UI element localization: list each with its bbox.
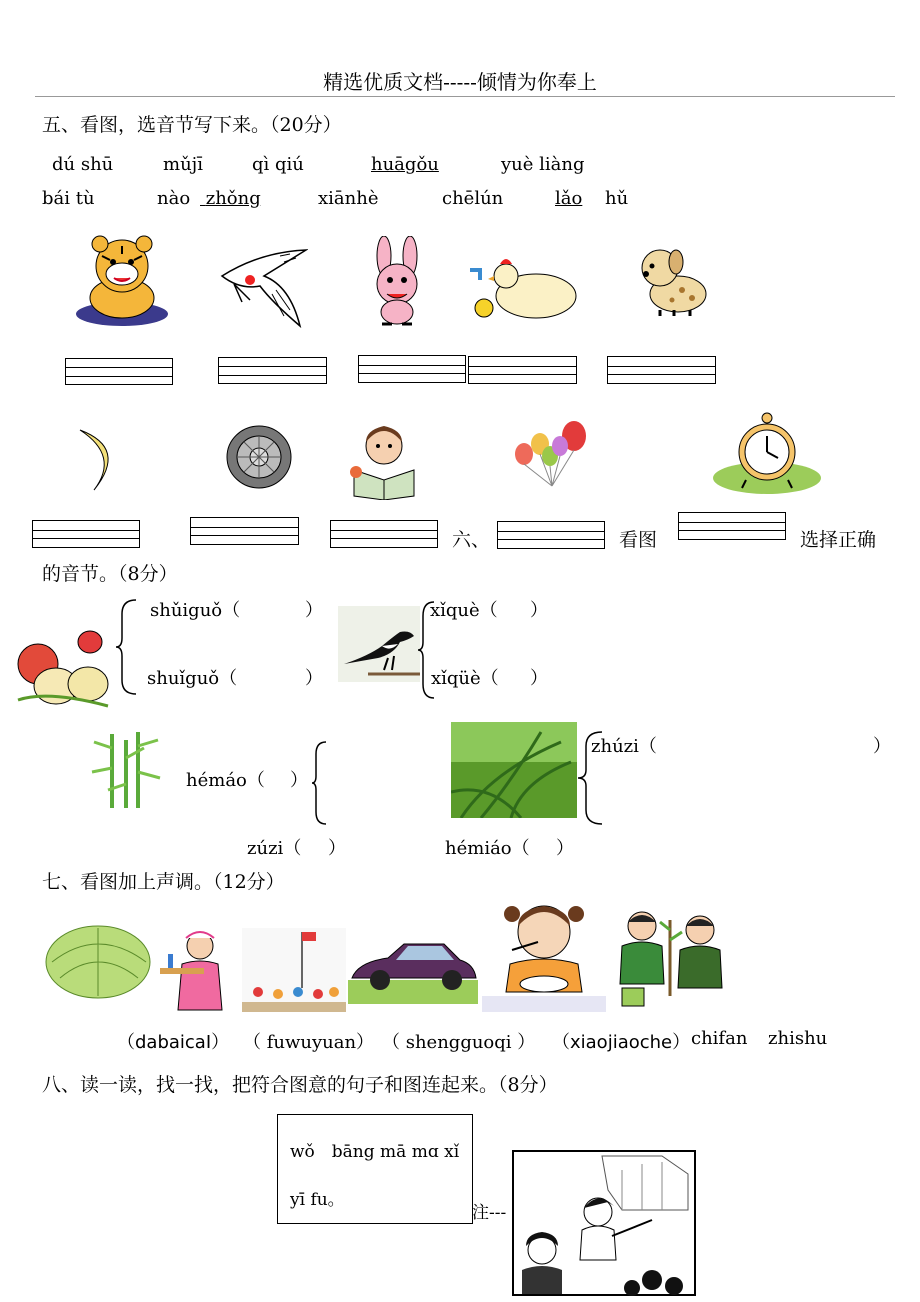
flag-raising-picture [242, 928, 346, 1012]
pinyin-xianhe: xiānhè [318, 188, 379, 209]
tone-word-chifan: chifan [691, 1028, 748, 1049]
tone-word-zhishu: zhishu [768, 1028, 828, 1049]
pinyin-yueliang: yuè liàng [501, 154, 585, 175]
option-xique-2: xǐqüè（ [431, 668, 499, 689]
section6-title-cont: 的音节。（8分） [42, 563, 178, 585]
option-xique-2-close: ） [530, 668, 548, 689]
brace-bamboo [312, 740, 330, 826]
pinyin-chelun: chēlún [442, 188, 504, 209]
option-xique-1-close: ） [530, 600, 548, 621]
header-divider [35, 96, 895, 97]
answer-lines-moon[interactable] [32, 520, 140, 548]
pinyin-muji: mǔjī [163, 154, 203, 175]
section7-title: 七、看图加上声调。（12分） [42, 871, 285, 893]
section6-title-mid: 看图 [619, 529, 658, 551]
section6-number: 六、 [452, 529, 491, 551]
option-zhuzi: zhúzi（ [591, 736, 657, 757]
answer-lines-clock[interactable] [678, 512, 786, 540]
option-shuiguo-1-close: ） [305, 600, 323, 621]
tree-planting-picture [606, 900, 736, 1010]
answer-lines-puppy[interactable] [607, 356, 716, 384]
section6-title-end: 选择正确 [800, 529, 877, 551]
hen-picture [470, 254, 580, 324]
answer-lines-rabbit[interactable] [358, 355, 466, 383]
sentence-box[interactable] [277, 1114, 473, 1224]
option-shuiguo-2-close: ） [305, 668, 323, 689]
pinyin-huagou: huāgǒu [371, 154, 439, 175]
option-shuiguo-2: shuǐguǒ（ [147, 668, 238, 689]
option-zuzi: zúzi（ [247, 838, 302, 859]
answer-lines-wheel[interactable] [190, 517, 299, 545]
connector-note: 注--- [472, 1203, 507, 1223]
tone-word-xiaojiaoche: （xiaojiaoche） [552, 1032, 691, 1053]
crane-picture [220, 246, 308, 330]
balloons-picture [510, 420, 592, 488]
option-shuiguo-1: shǔiguǒ（ [150, 600, 241, 621]
option-hemiao-close: ） [556, 838, 574, 859]
sketch-picture[interactable] [512, 1150, 696, 1296]
cabbage-picture [42, 916, 154, 1002]
pinyin-hu: hǔ [605, 188, 629, 209]
fruits-picture [8, 630, 118, 710]
waitress-picture [156, 924, 240, 1012]
option-hemao-close: ） [290, 770, 308, 791]
moon-picture [72, 428, 126, 492]
tone-word-dabaicai: （dabaicaI） [117, 1032, 230, 1053]
answer-lines-tiger[interactable] [65, 358, 173, 385]
answer-lines-balloons[interactable] [497, 521, 605, 549]
option-hemao: hémáo（ [186, 770, 265, 791]
answer-lines-reading[interactable] [330, 520, 438, 548]
option-hemiao: hémiáo（ [445, 838, 530, 859]
pinyin-nao: nào [157, 188, 191, 209]
girl-reading-picture [344, 420, 424, 500]
pinyin-zhong-text: zhǒng [205, 188, 261, 209]
option-zuzi-close: ） [328, 838, 346, 859]
answer-lines-crane[interactable] [218, 357, 327, 384]
option-zhuzi-close: ） [873, 736, 891, 757]
tiger-picture [72, 232, 172, 328]
tone-word-fuwuyuan: （ fuwuyuan） [243, 1032, 375, 1053]
pinyin-baitu: bái tù [42, 188, 95, 209]
sentence-line-1: wǒ bāng mā mɑ xǐ [290, 1142, 460, 1162]
magpie-picture [338, 606, 420, 682]
pinyin-dushu: dú shū [52, 154, 114, 175]
grass-picture [451, 722, 577, 818]
puppy-picture [638, 240, 712, 318]
brace-fruits [116, 598, 140, 696]
answer-lines-hen[interactable] [468, 356, 577, 384]
alarm-clock-picture [712, 410, 822, 494]
bamboo-picture [82, 728, 172, 810]
car-picture [348, 934, 478, 1004]
pinyin-lao: lǎo [555, 188, 583, 209]
option-xique-1: xǐquè（ [430, 600, 498, 621]
pinyin-zhong [200, 188, 261, 209]
wheel-picture [224, 424, 294, 490]
sentence-line-2: yī fu。 [290, 1190, 345, 1210]
tone-word-shengguoqi: （ shengguoqi ） [382, 1032, 536, 1053]
document-header: 精选优质文档-----倾情为你奉上 [323, 70, 597, 94]
section8-title: 八、读一读，找一找，把符合图意的句子和图连起来。（8分） [42, 1074, 558, 1096]
pinyin-qiqiu: qì qiú [252, 154, 304, 175]
section5-title: 五、看图，选音节写下来。（20分） [42, 114, 342, 136]
rabbit-picture [360, 236, 434, 328]
girl-eating-picture [482, 892, 606, 1012]
